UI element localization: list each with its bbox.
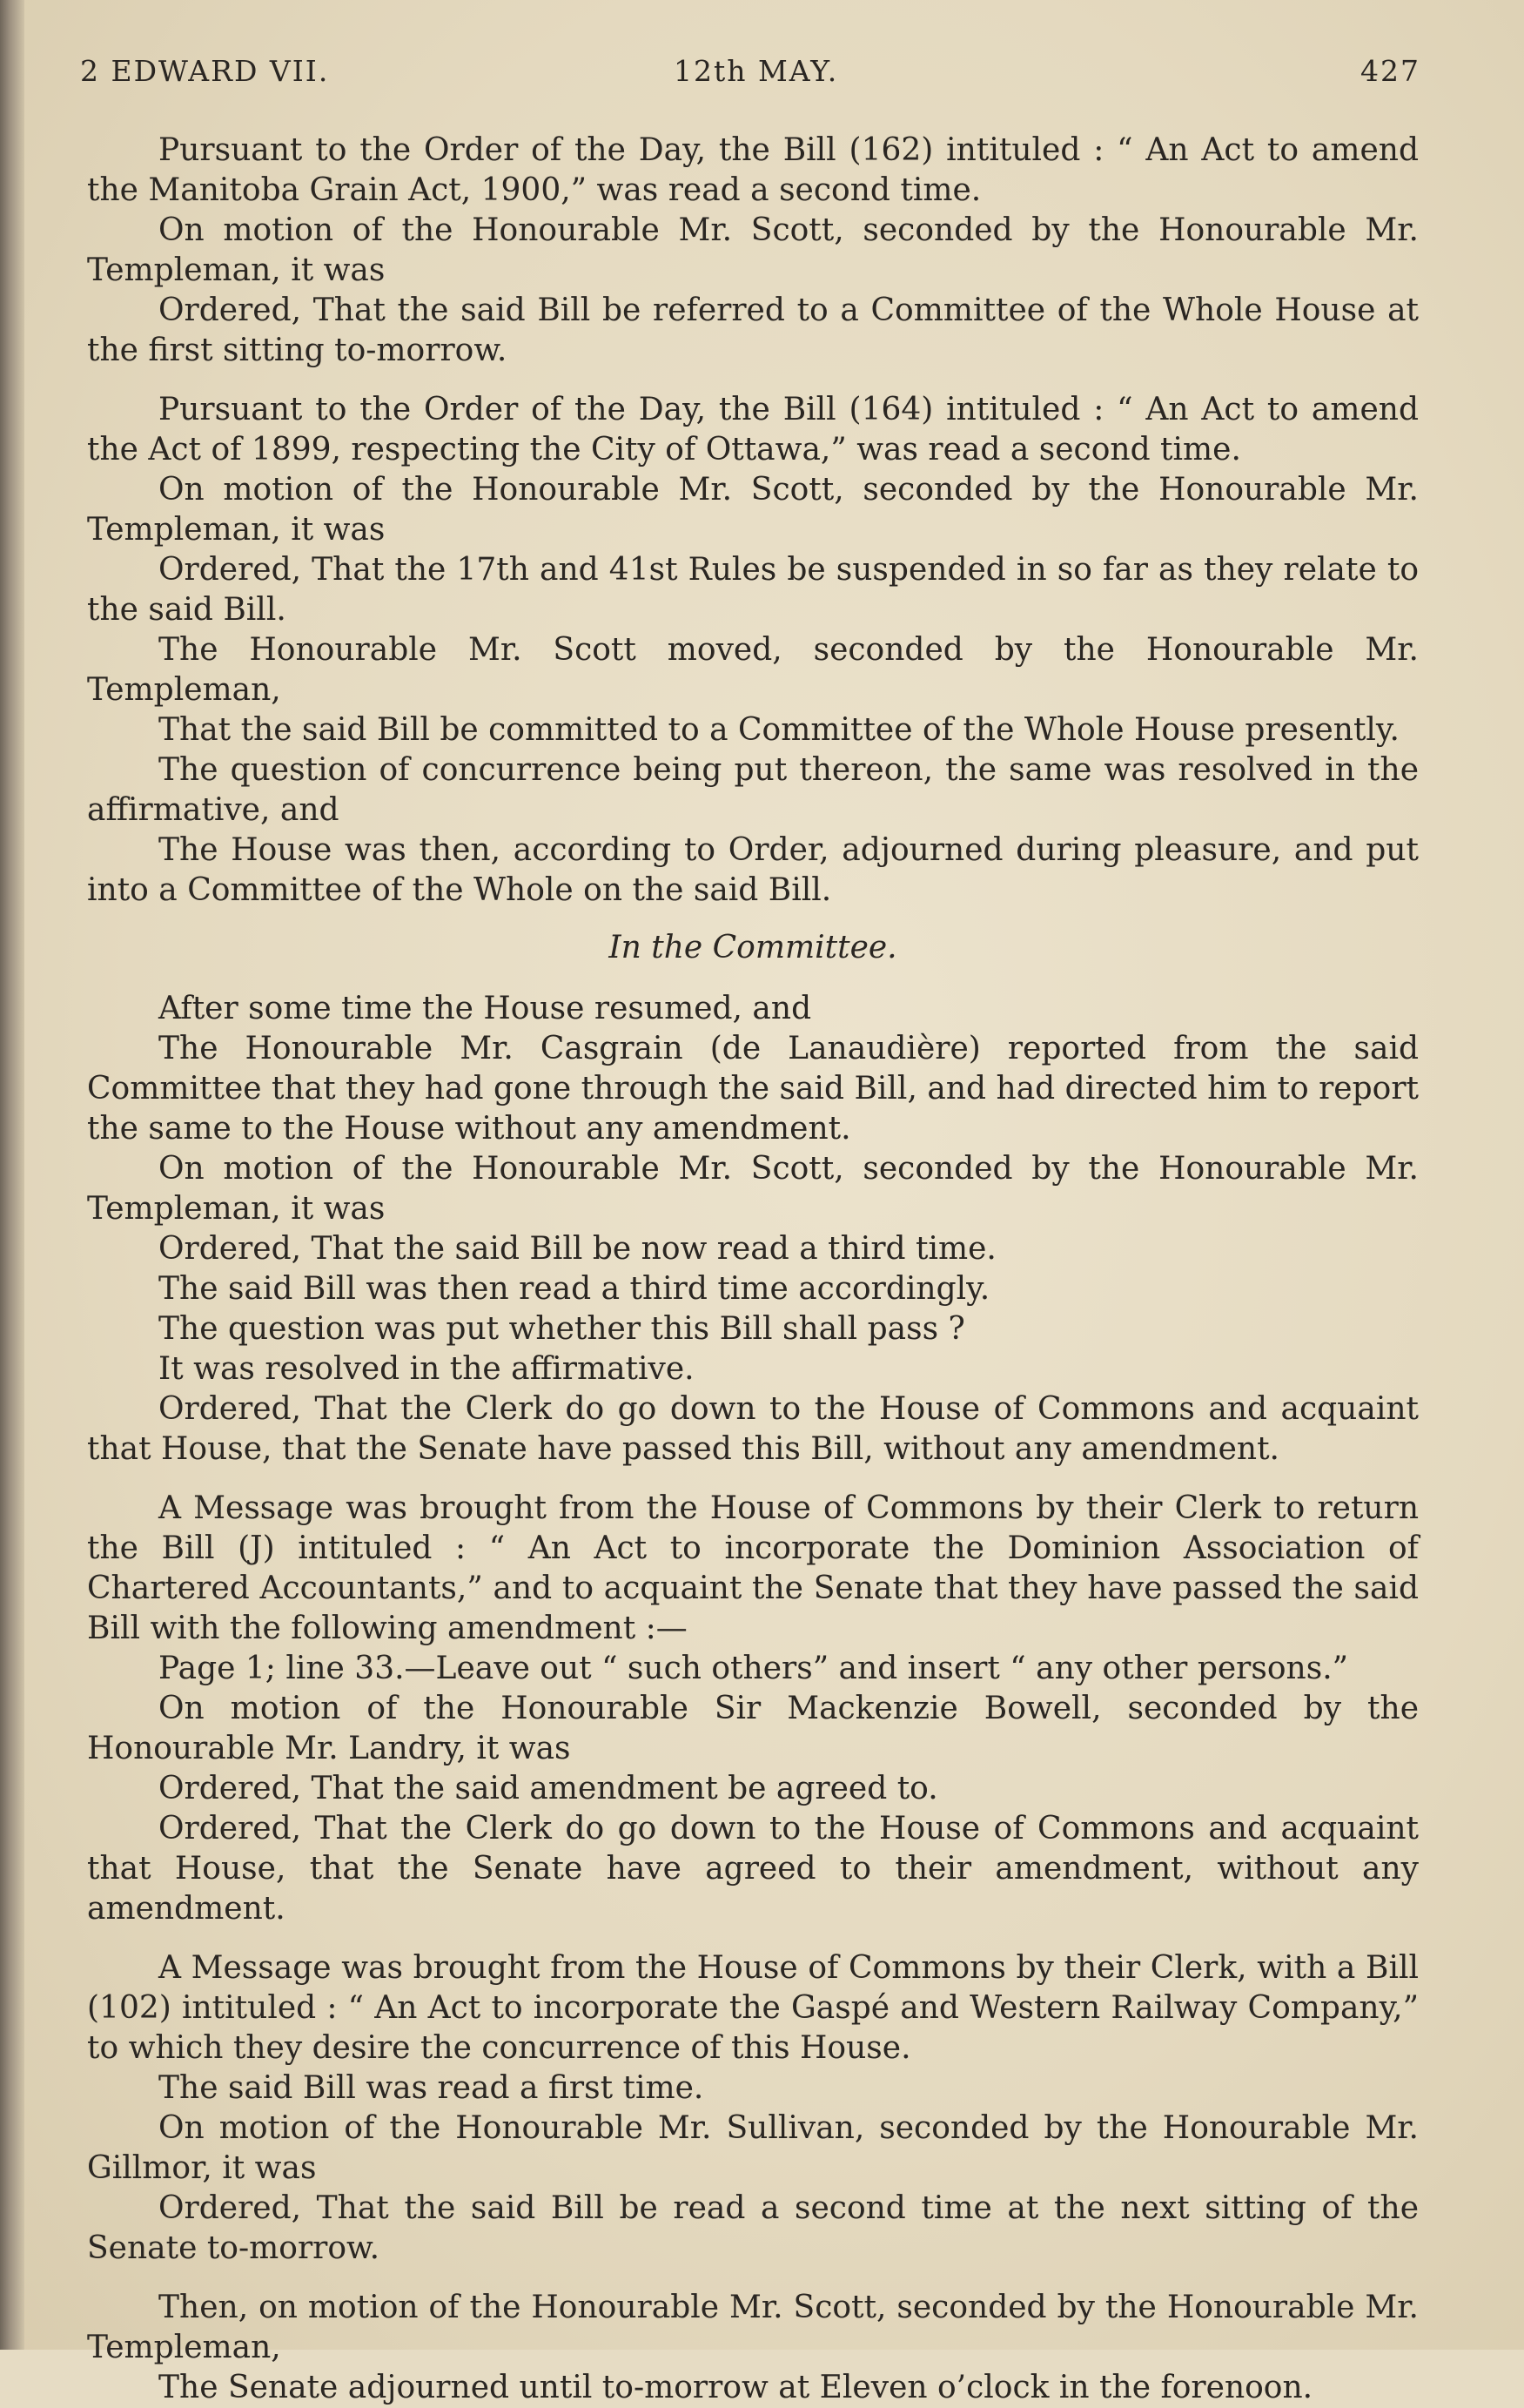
paragraph: The said Bill was then read a third time accordingly. [158, 1271, 990, 1307]
header-regnal-year: 2 EDWARD VII. [80, 54, 330, 88]
paragraph: On motion of the Honourable Mr. Sullivan, seconded by the Honourable Mr. Gillmor, it was [87, 2110, 1419, 2186]
header-date: 12th MAY. [674, 54, 839, 88]
paragraph: The said Bill was read a first time. [158, 2070, 704, 2106]
page-header [80, 54, 1420, 106]
paragraph: Ordered, That the 17th and 41st Rules be suspended in so far as they relate to the said Bill. [87, 552, 1419, 628]
paragraph: The Honourable Mr. Casgrain (de Lanaudière) reported from the said Committee that they had gone through the said Bill, and had directed him to report the same to the House without any amendment. [87, 1031, 1419, 1147]
paragraph: Pursuant to the Order of the Day, the Bill (162) intituled : “ An Act to amend the Manitoba Grain Act, 1900,” was read a second time. [87, 132, 1419, 208]
section-heading: In the Committee. [608, 930, 897, 965]
paragraph: It was resolved in the affirmative. [158, 1351, 695, 1387]
page-number: 427 [1360, 54, 1420, 88]
paragraph: Page 1; line 33.—Leave out “ such others” and insert “ any other persons.” [158, 1651, 1349, 1686]
paragraph: That the said Bill be committed to a Committee of the Whole House presently. [158, 712, 1400, 748]
paragraph: A Message was brought from the House of Commons by their Clerk, with a Bill (102) intituled : “ An Act to incorporate the Gaspé and Western Railway Company,” to which they desire the concurrence of this House. [87, 1950, 1419, 2066]
paragraph: The House was then, according to Order, adjourned during pleasure, and put into a Committee of the Whole on the said Bill. [87, 832, 1419, 908]
paragraph: Pursuant to the Order of the Day, the Bill (164) intituled : “ An Act to amend the Act of 1899, respecting the City of Ottawa,” was read a second time. [87, 392, 1419, 467]
page-binding-edge [0, 0, 24, 2350]
paragraph: The question of concurrence being put thereon, the same was resolved in the affirmative, and [87, 752, 1419, 828]
paragraph: Ordered, That the Clerk do go down to the House of Commons and acquaint that House, that the Senate have passed this Bill, without any amendment. [87, 1391, 1419, 1467]
paragraph: After some time the House resumed, and [158, 991, 812, 1026]
paragraph: Then, on motion of the Honourable Mr. Scott, seconded by the Honourable Mr. Templeman, [87, 2290, 1419, 2365]
paragraph: On motion of the Honourable Mr. Scott, seconded by the Honourable Mr. Templeman, it was [87, 1151, 1419, 1227]
paragraph: On motion of the Honourable Mr. Scott, seconded by the Honourable Mr. Templeman, it was [87, 212, 1419, 288]
paragraph: On motion of the Honourable Mr. Scott, seconded by the Honourable Mr. Templeman, it was [87, 472, 1419, 548]
paragraph: Ordered, That the said amendment be agreed to. [158, 1771, 938, 1806]
paragraph: Ordered, That the said Bill be referred to a Committee of the Whole House at the first sitting to-morrow. [87, 293, 1419, 368]
paragraph: A Message was brought from the House of Commons by their Clerk to return the Bill (J) intituled : “ An Act to incorporate the Dominion Association of Chartered Accountants,” and to acquaint the Senate that they have passed the said Bill with the following amendment :— [87, 1490, 1419, 1646]
paragraph: The question was put whether this Bill shall pass ? [158, 1311, 965, 1347]
paragraph: On motion of the Honourable Sir Mackenzie Bowell, seconded by the Honourable Mr. Landry, it was [87, 1691, 1419, 1766]
paragraph: The Senate adjourned until to-morrow at Eleven o’clock in the forenoon. [158, 2370, 1313, 2405]
paragraph: The Honourable Mr. Scott moved, seconded by the Honourable Mr. Templeman, [87, 632, 1419, 708]
paragraph: Ordered, That the Clerk do go down to the House of Commons and acquaint that House, that the Senate have agreed to their amendment, without any amendment. [87, 1811, 1419, 1927]
journal-body [87, 131, 1419, 2408]
paragraph: Ordered, That the said Bill be read a second time at the next sitting of the Senate to-morrow. [87, 2190, 1419, 2266]
paragraph: Ordered, That the said Bill be now read a third time. [158, 1231, 997, 1267]
